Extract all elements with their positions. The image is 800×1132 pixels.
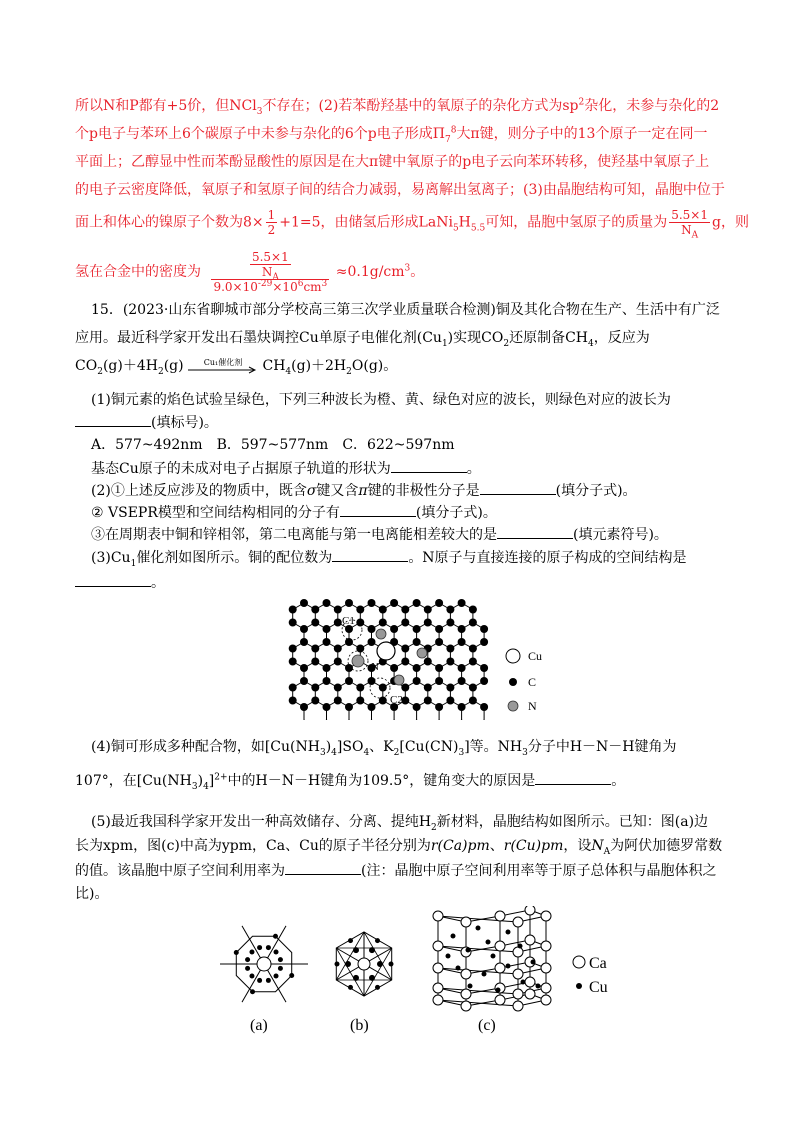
- carbon-atom: [379, 684, 387, 692]
- carbon-atom: [413, 677, 421, 685]
- carbon-atom: [368, 677, 376, 685]
- carbon-atom: [323, 664, 331, 672]
- fraction-h-mass: $\frac{5.5\times 1}{N_A}$: [671, 208, 708, 241]
- carbon-atom: [345, 638, 353, 646]
- carbon-atom: [424, 697, 432, 705]
- n-atom: [417, 648, 427, 658]
- carbon-atom: [345, 664, 353, 672]
- part5-line-4: 比)。: [75, 886, 109, 902]
- carbon-atom: [469, 658, 477, 666]
- carbon-atom: [469, 697, 477, 705]
- answer-blank[interactable]: [332, 547, 408, 562]
- carbon-atom: [356, 684, 364, 692]
- carbon-atom: [390, 599, 398, 607]
- carbon-atom: [356, 697, 364, 705]
- carbon-atom: [300, 664, 308, 672]
- carbon-atom: [323, 625, 331, 633]
- answer-line-2: 个p电子与苯环上6个碳原子中未参与杂化的6个p电子形成$\Pi_7^8$大π键，则分子中的13个原子一定在同一: [75, 125, 708, 145]
- reaction-equation: $CO_2(g)+4H_2(g)$ Cu₁催化剂 $CH_4(g)+2H_2O(g)$。: [75, 358, 398, 377]
- carbon-atom: [435, 638, 443, 646]
- legend-ca: Ca: [589, 955, 607, 972]
- answer-blank[interactable]: [75, 412, 151, 427]
- carbon-atom: [323, 599, 331, 607]
- carbon-atom: [401, 684, 409, 692]
- answer-blank[interactable]: [535, 770, 611, 785]
- carbon-atom: [368, 625, 376, 633]
- carbon-atom: [289, 697, 297, 705]
- carbon-atom: [435, 664, 443, 672]
- carbon-atom: [323, 638, 331, 646]
- part5-line-1: (5)最近我国科学家开发出一种高效储存、分离、提纯$H_2$新材料，晶胞结构如图所示。已知：图(a)边: [91, 814, 709, 833]
- carbon-atom: [334, 658, 342, 666]
- legend-c: C: [528, 675, 537, 689]
- carbon-atom: [334, 684, 342, 692]
- legend-n-marker: [508, 701, 518, 711]
- carbon-atom: [424, 619, 432, 627]
- carbon-atom: [413, 703, 421, 711]
- carbon-atom: [446, 697, 454, 705]
- answer-blank[interactable]: [285, 860, 361, 875]
- answer-blank[interactable]: [391, 458, 467, 473]
- carbon-atom: [401, 645, 409, 653]
- label-n: N: [371, 661, 379, 673]
- legend-c-marker: [509, 678, 517, 686]
- fraction-one-half: $\frac{1}{2}$: [267, 208, 276, 237]
- answer-blank[interactable]: [340, 502, 416, 517]
- carbon-atom: [390, 664, 398, 672]
- carbon-atom: [289, 684, 297, 692]
- carbon-atom: [435, 625, 443, 633]
- carbon-atom: [435, 703, 443, 711]
- carbon-atom: [379, 619, 387, 627]
- carbon-atom: [458, 599, 466, 607]
- carbon-atom: [289, 658, 297, 666]
- answer-line-5: 面上和体心的镍原子个数为8× $\frac{1}{2}$ +1=5，由储氢后形成$LaNi_5H_{5.5}$可知，晶胞中氢原子的质量为 $\frac{5.5\times 1}{N_A}$ g，则: [75, 208, 749, 241]
- answer-line-1: 所以N和P都有+5价，但NCl$_3$不存在；(2)若苯酚羟基中的氧原子的杂化方式为$sp^2$杂化，未参与杂化的2: [75, 97, 720, 117]
- carbon-atom: [446, 658, 454, 666]
- label-c2: C2: [390, 694, 403, 706]
- part4-line-b: 107°，在$[Cu(NH_3)_4]^{2+}$中的H－N－H键角为109.5°，键角变大的原因是 。: [75, 770, 625, 791]
- carbon-atom: [446, 606, 454, 614]
- carbon-atom: [413, 599, 421, 607]
- carbon-atom: [424, 606, 432, 614]
- carbon-atom: [458, 638, 466, 646]
- legend-n: N: [528, 699, 537, 713]
- carbon-atom: [323, 703, 331, 711]
- carbon-atom: [311, 606, 319, 614]
- carbon-atom: [300, 703, 308, 711]
- legend-ca-marker: [573, 956, 585, 968]
- carbon-atom: [458, 625, 466, 633]
- carbon-atom: [356, 606, 364, 614]
- carbon-atom: [401, 658, 409, 666]
- carbon-atom: [311, 697, 319, 705]
- part5-line-3: 的值。该晶胞中原子空间利用率为 (注：晶胞中原子空间利用率等于原子总体积与晶胞体积之: [75, 860, 716, 881]
- carbon-atom: [334, 697, 342, 705]
- carbon-atom: [469, 645, 477, 653]
- carbon-atom: [289, 619, 297, 627]
- carbon-atom: [356, 619, 364, 627]
- part5-line-2: 长为xpm，图(c)中高为ypm，Ca、Cu的原子半径分别为r(Ca)pm、r(Cu)pm，设$N_A$为阿伏加德罗常数: [75, 838, 723, 857]
- carbon-atom: [480, 703, 488, 711]
- part1-line-c: 基态Cu原子的未成对电子占据原子轨道的形状为 。: [91, 458, 481, 479]
- answer-line-4: 的电子云密度降低，氧原子和氢原子间的结合力减弱，易离解出氢离子；(3)由晶胞结构可知，晶胞中位于: [75, 182, 725, 198]
- part4-line: (4)铜可形成多种配合物，如$[Cu(NH_3)_4]SO_4$、$K_2[Cu(CN)_3]$等。$NH_3$分子中H－N－H键角为: [91, 739, 677, 758]
- figure-c: [433, 906, 551, 1011]
- carbon-atom: [435, 599, 443, 607]
- carbon-atom: [300, 625, 308, 633]
- carbon-atom: [435, 677, 443, 685]
- carbon-atom: [413, 638, 421, 646]
- answer-line-6: 氢在合金中的密度为 $\frac{\frac{5.5\times 1}{N_A}}{9.0\times 10^{-29}\times 10^6cm^3}$ $\approx 0.1g/cm^3$。: [75, 250, 425, 294]
- carbon-atom: [458, 703, 466, 711]
- carbon-atom: [469, 619, 477, 627]
- carbon-atom: [368, 638, 376, 646]
- carbon-atom: [424, 684, 432, 692]
- fraction-density: $\frac{\frac{5.5\times 1}{N_A}}{9.0\times 10^{-29}\times 10^6cm^3}$: [213, 250, 328, 294]
- carbon-atom: [368, 703, 376, 711]
- carbon-atom: [289, 645, 297, 653]
- carbon-atom: [289, 606, 297, 614]
- carbon-atom: [300, 677, 308, 685]
- carbon-atom: [424, 658, 432, 666]
- answer-blank[interactable]: [480, 480, 556, 495]
- cu-catalyst-figure: [282, 598, 562, 720]
- carbon-atom: [311, 658, 319, 666]
- carbon-atom: [469, 606, 477, 614]
- carbon-atom: [480, 625, 488, 633]
- n-atom: [394, 675, 404, 685]
- carbon-atom: [368, 599, 376, 607]
- carbon-atom: [345, 703, 353, 711]
- carbon-atom: [323, 677, 331, 685]
- carbon-atom: [446, 645, 454, 653]
- carbon-atom: [300, 599, 308, 607]
- carbon-atom: [469, 684, 477, 692]
- part3-line: $(3)Cu_1$催化剂如图所示。铜的配位数为 。N原子与直接连接的原子构成的空间结构是: [91, 547, 687, 568]
- answer-blank[interactable]: [497, 524, 573, 539]
- carbon-atom: [334, 606, 342, 614]
- label-c1: C1: [342, 615, 355, 627]
- q15-line-1: 15．(2023·山东省聊城市部分学校高三第三次学业质量联合检测)铜及其化合物在生产、生活中有广泛: [91, 302, 720, 318]
- carbon-atom: [458, 664, 466, 672]
- answer-blank[interactable]: [75, 572, 151, 587]
- part2-line-a: (2)①上述反应涉及的物质中，既含σ键又含π键的非极性分子是 (填分子式)。: [91, 480, 637, 501]
- carbon-atom: [446, 619, 454, 627]
- options-line: A．577~492nm B．597~577nm C．622~597nm: [91, 437, 455, 453]
- carbon-atom: [480, 677, 488, 685]
- carbon-atom: [345, 677, 353, 685]
- legend-cu: Cu: [528, 649, 543, 663]
- carbon-atom: [401, 619, 409, 627]
- carbon-atom: [379, 606, 387, 614]
- part1-line-b: (填标号)。: [75, 412, 218, 433]
- carbon-atom: [334, 645, 342, 653]
- carbon-atom: [458, 677, 466, 685]
- carbon-atom: [300, 638, 308, 646]
- caption-b: (b): [350, 1017, 369, 1034]
- part2-line-b: ② VSEPR模型和空间结构相同的分子有 (填分子式)。: [91, 502, 497, 523]
- q15-line-2: 应用。最近科学家开发出石墨炔调控Cu单原子电催化剂$(Cu_1)$实现$CO_2$还原制备$CH_4$，反应为: [75, 330, 650, 349]
- carbon-atom: [311, 645, 319, 653]
- carbon-atom: [390, 625, 398, 633]
- part2-line-c: ③在周期表中铜和锌相邻，第二电离能与第一电离能相差较大的是 (填元素符号)。: [91, 524, 668, 545]
- n-atom: [352, 655, 364, 667]
- carbon-atom: [334, 619, 342, 627]
- carbon-atom: [345, 599, 353, 607]
- figure-a: [220, 926, 308, 1002]
- legend-cu-marker: [506, 649, 520, 663]
- crystal-cell-figure: [208, 906, 628, 1036]
- caption-c: (c): [478, 1017, 496, 1034]
- carbon-atom: [413, 664, 421, 672]
- legend-cu2: Cu: [589, 979, 608, 996]
- carbon-atom: [446, 684, 454, 692]
- carbon-atom: [413, 625, 421, 633]
- figure-b: [335, 932, 394, 996]
- carbon-atom: [311, 684, 319, 692]
- carbon-atom: [311, 619, 319, 627]
- part1-line: (1)铜元素的焰色试验呈绿色，下列三种波长为橙、黄、绿色对应的波长，则绿色对应的波长为: [91, 392, 671, 408]
- carbon-atom: [480, 638, 488, 646]
- cu-atom: [377, 642, 395, 660]
- part3-line-b: 。: [75, 572, 165, 593]
- carbon-atom: [401, 606, 409, 614]
- n-atom: [376, 629, 386, 639]
- carbon-atom: [480, 664, 488, 672]
- reaction-arrow: Cu₁催化剂: [188, 359, 258, 373]
- answer-line-3: 平面上；乙醇显中性而苯酚显酸性的原因是在大π键中氧原子的p电子云向苯环转移，使羟基中氧原子上: [75, 154, 710, 170]
- caption-a: (a): [250, 1017, 268, 1034]
- legend-cu2-marker: [576, 983, 582, 989]
